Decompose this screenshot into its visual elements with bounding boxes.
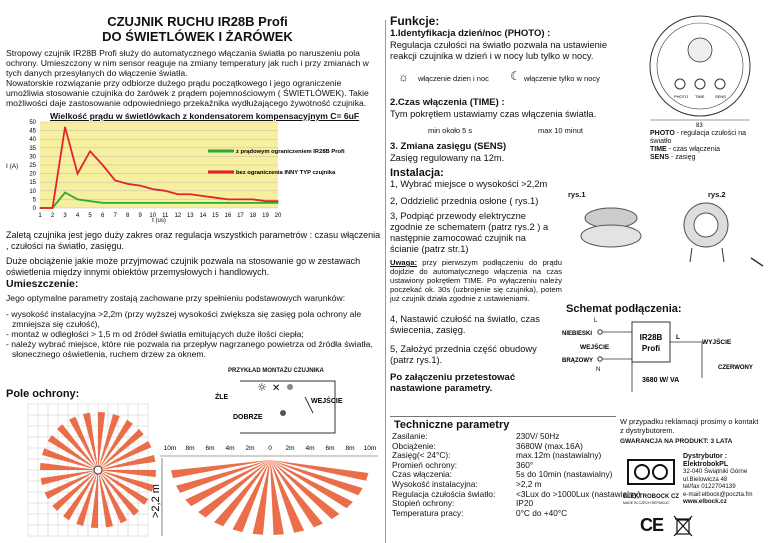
chart-title: Wielkość prądu w świetlówkach z kondensatorem kompensacyjnym C= 6uF — [50, 111, 360, 121]
chart-point — [64, 192, 65, 193]
sensor-front-drawing — [640, 12, 764, 128]
mount-bullets — [6, 309, 376, 359]
elektrobock-logo — [624, 458, 680, 494]
sensor-base-icon — [581, 225, 641, 247]
chart-xtick: 2 — [50, 213, 55, 219]
max-label: max 10 minut — [538, 126, 584, 135]
wejscie-label: WEJŚCIE — [311, 398, 343, 405]
chart-xtick: 19 — [262, 213, 269, 219]
distance-label: 2m — [285, 445, 295, 452]
chart-ylabel: I (A) — [6, 163, 19, 170]
knob-label-time: TIME — [695, 94, 705, 99]
wire-red-label: CZERWONY — [718, 365, 753, 371]
chart-point — [52, 207, 53, 208]
distributor-email[interactable]: e-mail:elbock@poczta.fm — [683, 490, 753, 498]
param-value: 5s do 10min (nastawialny) — [516, 469, 613, 480]
distance-label: 0 — [268, 445, 272, 452]
wiring-heading: Schemat podłączenia: — [566, 303, 682, 315]
chart-xtick: 18 — [249, 213, 257, 219]
output-label: WYJŚCIE — [702, 339, 732, 346]
knob-label-photo: PHOTO — [674, 94, 689, 99]
f1-text: Regulacja czułości na światło pozwala na ustawienie reakcji czujnika w dzień i w nocy lub tylko w nocy. — [390, 40, 608, 61]
weee-bin-icon — [672, 514, 694, 538]
device-label-1: IR28B — [639, 333, 663, 342]
chart-ytick: 10 — [29, 188, 36, 195]
logo-subtext: MADE IN CZECH REPUBLIC — [623, 501, 670, 505]
intro-text-2: Nowatorskie rozwiązanie przy odbiorze dużego prądu początkowego i jego ograniczenie umożliwia stosowanie czujnika do żarówek z prądem pojemnościowym ( ŚWIETLÓWEK). Takie możliwości daje zastosowanie odpowiedniego przekaźnika wydłużającego żywotność czujnika. — [6, 78, 369, 108]
coverage-side-view — [150, 440, 382, 538]
warranty-text: GWARANCJA NA PRODUKT: 3 LATA — [620, 438, 733, 445]
distance-label: 10m — [163, 445, 177, 452]
distance-label: 6m — [205, 445, 215, 452]
chart-point — [115, 202, 116, 203]
chart-xtick: 8 — [126, 213, 130, 219]
distance-label: 4m — [225, 445, 235, 452]
screwdriver-icon — [751, 258, 763, 266]
chart-point — [227, 199, 228, 200]
tech-table — [392, 432, 647, 518]
distributor-phone: tel/fax 0122704139 — [683, 483, 736, 490]
step-4: 4, Nastawić czułość na światło, czas świecenia, zasięg. — [390, 314, 540, 335]
fields-heading: Pole ochrony: — [6, 388, 80, 400]
chart-point — [202, 195, 203, 196]
chart-point — [115, 180, 116, 181]
chart-point — [152, 188, 153, 189]
param-key: Stopień ochrony: — [392, 498, 455, 509]
distributor-address: 32-040 Świątniki Górne ul.Bielowicza 48 — [683, 468, 748, 483]
intro-paragraph — [6, 48, 381, 108]
final-note: Po załączeniu przetestować nastawione parametry. — [390, 372, 516, 394]
distance-label: 10m — [363, 445, 377, 452]
chart-point — [227, 202, 228, 203]
chart-xtick: 20 — [274, 213, 282, 219]
chart-xtick: 13 — [186, 213, 194, 219]
param-key: Zasilanie: — [392, 431, 428, 441]
load-label: 3680 W/ VA — [642, 377, 680, 384]
knob-legend: PHOTO - regulacja czułości na światło TIME - czas włączenia SENS - zasięg — [650, 130, 746, 161]
chart-point — [90, 201, 91, 202]
chart-ytick: 20 — [29, 171, 36, 178]
chart-point — [140, 185, 141, 186]
chart-point — [64, 127, 65, 128]
chart-point — [240, 202, 241, 203]
distance-label: 8m — [185, 445, 195, 452]
chart-point — [165, 202, 166, 203]
f2-text: Tym pokrętłem ustawiamy czas włączenia światła. — [390, 109, 597, 119]
legend-label-green: z prądowym ograniczeniem IR28B Profi — [236, 149, 345, 155]
warning-text: Uwaga: przy pierwszym podłączeniu do prądu dojdzie do automatycznego włączenia na czas ustawiony pokrętłem TIME. Po wyłączeniu należy poczekać ok. 30s (uzbrojenie się czujnika), potem już czujnik działa zgodnie z ustawieniami. — [390, 258, 562, 303]
sens-knob-icon[interactable] — [715, 79, 725, 89]
chart-xtick: 14 — [199, 213, 207, 219]
sensor-center-icon — [94, 466, 102, 474]
distributor-website[interactable]: www.elbock.cz — [683, 498, 727, 505]
chart-ytick: 35 — [29, 145, 36, 152]
wire-brown-label: BRĄZOWY — [562, 358, 593, 364]
time-knob-icon[interactable] — [695, 79, 705, 89]
param-value: 3680W (max.16A) — [516, 440, 583, 451]
chart-point — [127, 183, 128, 184]
logo-text: ELEKTROBOCK CZ — [623, 494, 679, 500]
chart-xtick: 4 — [75, 213, 80, 219]
terminal-n-icon — [598, 357, 602, 361]
chart-point — [277, 202, 278, 203]
f3-title: 3. Zmiana zasięgu (SENS) — [390, 141, 507, 152]
chart-ytick: 25 — [29, 163, 36, 169]
distance-label: 4m — [305, 445, 315, 452]
param-value: IP20 — [516, 498, 534, 509]
chart-point — [39, 207, 40, 208]
chart-point — [177, 194, 178, 195]
chart-point — [215, 202, 216, 203]
chart-xtick: 15 — [212, 213, 219, 219]
chart-point — [140, 202, 141, 203]
sun-icon: ☼ — [398, 70, 409, 84]
chart-ytick: 50 — [29, 120, 36, 126]
step-5: 5, Założyć przednia część obudowy (patrz rys.1). — [390, 344, 537, 365]
ce-mark: CE — [640, 515, 664, 535]
terminal-l-icon — [598, 330, 602, 334]
chart-point — [240, 199, 241, 200]
chart-xtick: 12 — [174, 213, 182, 219]
sensor-lens-icon — [688, 38, 712, 62]
wire-l-label: L — [594, 318, 598, 324]
chart-point — [190, 202, 191, 203]
param-value: max.12m (nastawialny) — [516, 450, 602, 461]
chart-point — [215, 197, 216, 198]
chart-ytick: 5 — [32, 197, 36, 204]
f1-title: 1.Identyfikacja dzień/noc (PHOTO) : — [390, 28, 551, 39]
wire-n-label: N — [596, 367, 601, 373]
chart-xtick: 9 — [138, 213, 142, 219]
current-chart — [4, 118, 345, 224]
title-line-1: CZUJNIK RUCHU IR28B Profi — [107, 14, 288, 29]
chart-ytick: 0 — [32, 206, 36, 212]
bullet-1: - wysokość instalacyjna >2,2m (przy wyższej wysokości zwiększa się zasięg pola ochrony ale zmniejsza się czułość), — [6, 309, 362, 329]
min-label: min około 5 s — [428, 126, 473, 135]
param-key: Temperatura pracy: — [392, 507, 464, 518]
mount-heading: Umieszczenie: — [6, 278, 79, 290]
chart-xtick: 17 — [237, 213, 244, 219]
param-value: <3Lux do >1000Lux (nastawialny) — [516, 488, 641, 499]
output-l-label: L — [676, 334, 680, 341]
chart-ytick: 40 — [29, 137, 36, 144]
chart-xlabel: t (us) — [152, 218, 166, 224]
night-label: włączenie tylko w nocy — [524, 74, 600, 83]
param-key: Czas włączenia: — [392, 469, 452, 480]
chart-point — [77, 173, 78, 174]
height-label: >2,2 m — [150, 484, 162, 518]
chart-ytick: 30 — [29, 154, 36, 161]
install-heading: Instalacja: — [390, 167, 444, 179]
wrong-sun-icon: ☼ — [257, 381, 267, 394]
wrong-cross-icon: ✕ — [272, 383, 281, 394]
knob-label-sens: SENS — [715, 94, 726, 99]
chart-point — [90, 151, 91, 152]
chart-ytick: 15 — [29, 180, 36, 187]
chart-point — [77, 199, 78, 200]
chart-point — [127, 202, 128, 203]
f2-title: 2.Czas włączenia (TIME) : — [390, 97, 505, 108]
title-line-2: DO ŚWIETLÓWEK I ŻARÓWEK — [102, 29, 293, 44]
wire-input-label: WEJŚCIE — [580, 344, 610, 351]
chart-xtick: 10 — [149, 213, 157, 219]
f3-text: Zasięg regulowany na 12m. — [390, 153, 505, 163]
chart-point — [252, 202, 253, 203]
step-3: 3, Podpiąć przewody elektryczne zgodnie ze schematem (patrz rys.2 ) a następnie zamocować czujnik na ścianie (patrz str.1) — [390, 211, 549, 254]
chart-point — [102, 202, 103, 203]
param-value: >2,2 m — [516, 478, 542, 489]
sensor-good-icon — [280, 410, 286, 416]
chart-point — [277, 201, 278, 202]
param-key: Wysokość instalacyjna: — [392, 478, 478, 489]
param-value: 0°C do +40°C — [516, 507, 568, 518]
photo-knob-icon[interactable] — [675, 79, 685, 89]
chart-point — [202, 202, 203, 203]
chart-xtick: 11 — [162, 213, 169, 219]
device-box — [632, 322, 670, 362]
day-label: włączenie dzien i noc — [418, 74, 489, 83]
device-label-2: Profi — [641, 344, 661, 353]
load-paragraph: Duże obciążenie jakie może przyjmować czujnik pozwala na stosowanie go w zestawach oświetlenia między innymi obiektów przemysłowych i handlowych. — [6, 256, 361, 277]
sensor-bad-icon — [287, 384, 293, 390]
chart-ytick: 45 — [29, 128, 36, 135]
coverage-top-view — [28, 404, 148, 536]
chart-point — [165, 190, 166, 191]
chart-xtick: 16 — [224, 213, 232, 219]
param-value: 230V/ 50Hz — [516, 431, 560, 441]
param-key: Obciążenie: — [392, 440, 436, 451]
chart-point — [152, 202, 153, 203]
rys2-label: rys.2 — [708, 190, 726, 199]
param-key: Regulacja czułościa światło: — [392, 488, 496, 499]
distributor-info — [683, 453, 765, 506]
param-key: Zasięg(< 24°C): — [392, 450, 451, 461]
legend-label-red: bez ograniczenia INNY TYP czujnika — [236, 170, 336, 176]
example-title: PRZYKŁAD MONTAŻU CZUJNIKA — [228, 368, 324, 374]
chart-point — [102, 164, 103, 165]
chart-xtick: 7 — [113, 213, 117, 219]
param-key: Promień ochrony: — [392, 459, 458, 470]
chart-xtick: 1 — [38, 213, 42, 219]
chart-point — [190, 194, 191, 195]
funkcje-heading: Funkcje: — [390, 14, 440, 28]
complaint-text: W przypadku reklamacji prosimy o kontakt z dystrybutorem. — [620, 417, 759, 435]
step-1: 1, Wybrać miejsce o wysokości >2,2m — [390, 179, 548, 189]
moon-icon: ☾ — [510, 69, 521, 83]
param-row — [392, 509, 647, 519]
chart-point — [252, 199, 253, 200]
rys1-label: rys.1 — [568, 190, 586, 199]
rys-drawings — [556, 200, 764, 280]
distance-label: 8m — [345, 445, 355, 452]
chart-point — [177, 202, 178, 203]
chart-point — [265, 202, 266, 203]
example-mount-diagram — [205, 377, 365, 437]
wire-blue-label: NIEBIESKI — [562, 331, 593, 337]
chart-xtick: 6 — [100, 213, 105, 219]
tech-heading: Techniczne parametry — [394, 419, 510, 431]
mount-text: Jego optymalne parametry zostają zachowane przy spełnieniu podstawowych warunków: — [6, 293, 346, 303]
bullet-2: - montaż w odległości > 1,5 m od źródeł światła emitujących duże ilości ciepła; — [6, 329, 304, 339]
bullet-3: - należy wybrać miejsce, które nie pozwala na przepływ nagrzanego powietrza od źródła światła, słonecznego oświetlenia, ruchem drzew za oknem. — [6, 339, 373, 359]
zle-label: ŹLE — [215, 394, 229, 401]
wiring-diagram — [562, 316, 762, 396]
distributor-title: Dystrybutor : — [683, 453, 727, 460]
dimension-label: 83 — [696, 123, 703, 129]
chart-xtick: 5 — [88, 213, 92, 219]
distributor-name: ElektrobokPL — [683, 460, 729, 468]
step-2: 2, Oddzielić przednia osłone ( rys.1) — [390, 196, 539, 206]
dobrze-label: DOBRZE — [233, 414, 263, 421]
intro-text-1: Stropowy czujnik IR28B Profi służy do automatycznego włączania światła po naruszeniu pola ochrony. Umieszczony w nim sensor reaguje na zmiany temperatury jak ruch i przy zmianach w tych danych przesyłanych do włączenie światła. — [6, 48, 369, 78]
distance-label: 6m — [325, 445, 335, 452]
advantage-paragraph: Zaletą czujnika jest jego duży zakres oraz regulacja wszystkich parametrów : czasu włączenia , czułości na światło, zasięgu. — [6, 230, 381, 251]
distance-label: 2m — [245, 445, 255, 452]
chart-point — [265, 201, 266, 202]
param-value: 360° — [516, 459, 534, 470]
chart-xtick: 3 — [63, 213, 67, 219]
